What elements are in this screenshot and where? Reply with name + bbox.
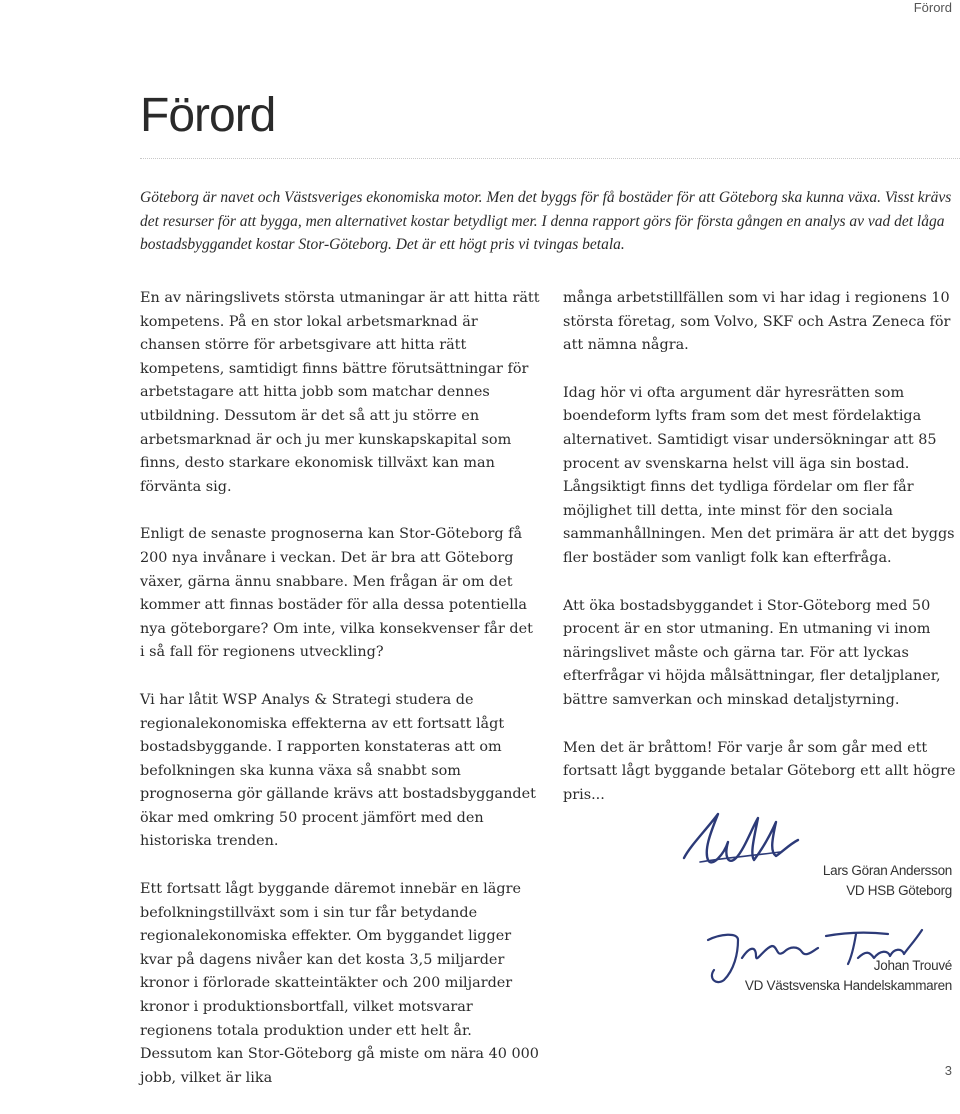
paragraph: En av näringslivets största utmaningar är att hitta rätt kompetens. På en stor lokal arbetsmarknad är chansen större för arbetsgivare att hitta rätt kompetens, samtidigt finns bättre förutsättningar för arbetstagare att hitta jobb som matchar dennes utbildning. Dessutom är det så att ju större en arbetsmarknad är och ju mer kunskapskapital som finns, desto starkare ekonomisk tillväxt kan man förvänta sig. <box>140 290 540 495</box>
intro-paragraph: Göteborg är navet och Västsveriges ekonomiska motor. Men det byggs för få bostäder för att Göteborg ska kunna växa. Visst krävs det resurser för att bygga, men alternativet kostar betydligt mer. I denna rapport görs för första gången en analys av vad det låga bostadsbyggandet kostar Stor-Göteborg. Det är ett högt pris vi tvingas betala. <box>140 189 952 253</box>
page-number: 3 <box>944 1063 952 1078</box>
left-column <box>140 287 540 1114</box>
paragraph: Enligt de senaste prognoserna kan Stor-Göteborg få 200 nya invånare i veckan. Det är bra att Göteborg växer, gärna ännu snabbare. Men frågan är om det kommer att finnas bostäder för alla dessa potentiella nya göteborgare? Om inte, vilka konsekvenser får det i så fall för regionens utveckling? <box>140 526 533 661</box>
paragraph: Idag hör vi ofta argument där hyresrätten som boendeform lyfts fram som det mest fördelaktiga alternativet. Samtidigt visar undersökningar att 85 procent av svenskarna helst vill äga sin bostad. Långsiktigt finns det tydliga fördelar om fler får möjlighet till detta, inte minst för den sociala sammanhållningen. Men det primära är att det byggs fler bostäder som vanligt folk kan efterfråga. <box>563 384 955 566</box>
signer-1 <box>823 861 952 901</box>
title-divider <box>140 158 960 159</box>
running-header: Förord <box>913 0 952 15</box>
right-column <box>563 287 958 831</box>
signer-name: Lars Göran Andersson <box>822 863 952 878</box>
signature-lars-goran-andersson <box>680 800 810 880</box>
paragraph: Vi har låtit WSP Analys & Strategi studera de regionalekonomiska effekterna av ett fortsatt lågt bostadsbyggande. I rapporten konstateras att om befolkningen ska kunna växa så snabbt som prognoserna gör gällande krävs att bostadsbyggandet ökar med omkring 50 procent jämfört med den historiska trenden. <box>140 691 536 850</box>
paragraph: många arbetstillfällen som vi har idag i regionens 10 största företag, som Volvo, SKF och Astra Zeneca för att nämna några. <box>563 290 951 354</box>
paragraph: Men det är bråttom! För varje år som går med ett fortsatt lågt byggande betalar Göteborg ett allt högre pris... <box>563 739 956 803</box>
signer-role: VD Västsvenska Handelskammaren <box>744 978 952 993</box>
paragraph: Att öka bostadsbyggandet i Stor-Göteborg med 50 procent är en stor utmaning. En utmaning vi inom näringslivet måste och gärna tar. För att lyckas efterfrågar vi höjda målsättningar, fler detaljplaner, bättre samverkan och minskad detaljstyrning. <box>563 597 941 708</box>
signer-role: VD HSB Göteborg <box>846 883 952 898</box>
paragraph: Ett fortsatt lågt byggande däremot innebär en lägre befolkningstillväxt som i sin tur får betydande regionalekonomiska effekter. Om byggandet ligger kvar på dagens nivåer kan det kosta 3,5 miljarder kronor i förlorade skatteintäkter och 200 miljarder kronor i produktionsbortfall, vilket motsvarar regionens totala produktion under ett helt år. Dessutom kan Stor-Göteborg gå miste om nära 40 000 jobb, vilket är lika <box>140 881 539 1086</box>
page-title: Förord <box>140 89 276 142</box>
signer-name: Johan Trouvé <box>873 958 952 973</box>
signer-2 <box>745 956 952 996</box>
